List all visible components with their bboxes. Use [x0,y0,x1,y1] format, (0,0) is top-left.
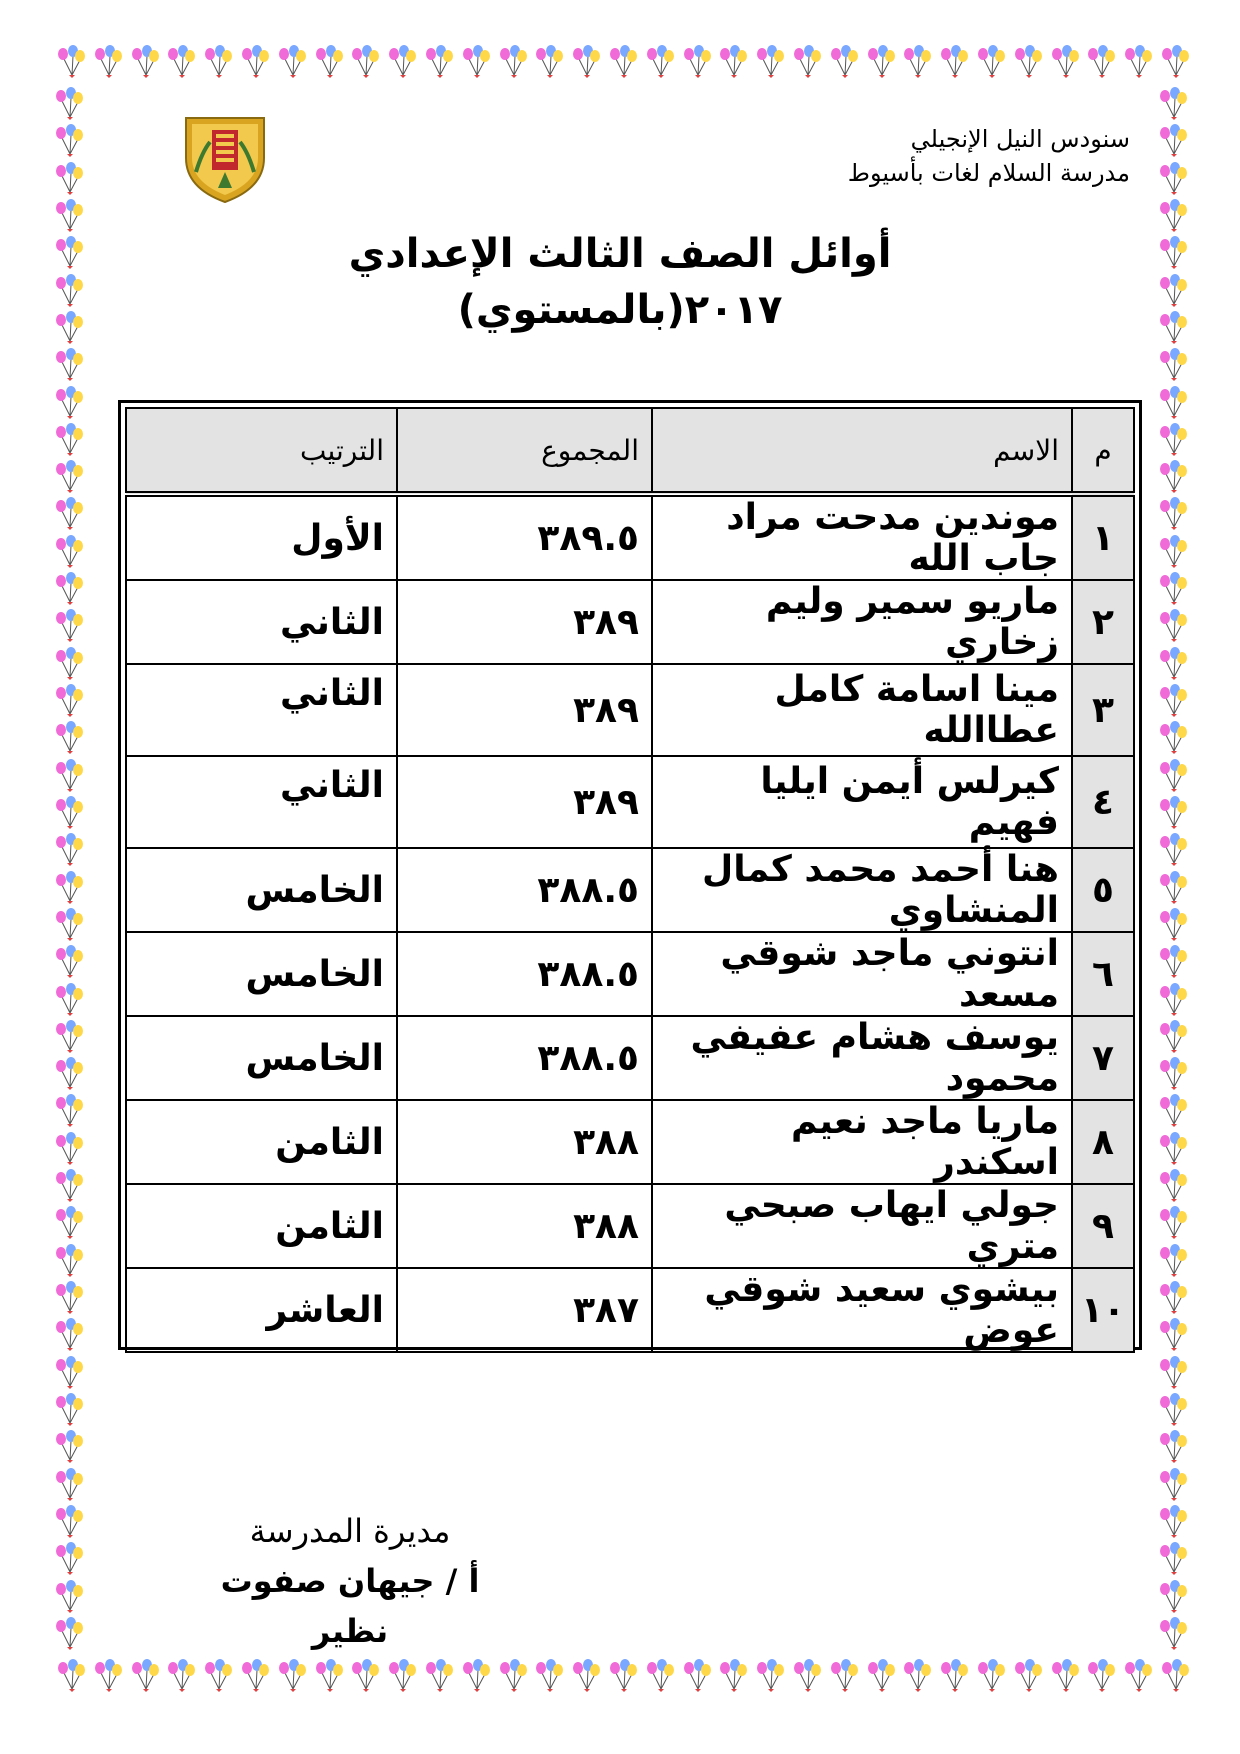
balloon-icon [50,1019,86,1055]
balloon-icon [494,44,530,80]
balloon-icon [50,459,86,495]
balloon-icon [1154,1467,1190,1503]
balloon-icon [1154,1243,1190,1279]
cell-rank: الثامن [126,1184,397,1268]
balloon-icon [1154,123,1190,159]
cell-rank: الأول [126,494,397,580]
cell-no: ٢ [1072,580,1134,664]
balloon-icon [714,1658,750,1694]
balloon-icon [1119,44,1155,80]
table-header-row [126,408,1134,494]
balloon-icon [1154,1019,1190,1055]
balloon-icon [1154,907,1190,943]
balloon-icon [1154,1093,1190,1129]
header-rank: الترتيب [126,408,397,494]
balloon-icon [162,44,198,80]
balloon-icon [1154,683,1190,719]
balloon-icon [236,1658,272,1694]
cell-rank: الثاني [126,756,397,848]
balloon-icon [50,1355,86,1391]
balloon-icon [1154,646,1190,682]
balloon-icon [50,758,86,794]
balloon-icon [1154,459,1190,495]
balloon-icon [50,944,86,980]
cell-name: موندين مدحت مراد جاب الله [652,494,1072,580]
balloon-icon [1156,1658,1192,1694]
balloon-icon [50,720,86,756]
balloon-icon [1082,44,1118,80]
header-no: م [1072,408,1134,494]
title-line-2: ٢٠١٧(بالمستوي) [457,287,783,333]
cell-total: ٣٨٨.٥ [397,1016,652,1100]
table-row [126,848,1134,932]
balloon-icon [567,44,603,80]
cell-total: ٣٨٩ [397,664,652,756]
cell-rank: الخامس [126,932,397,1016]
balloon-icon [457,44,493,80]
balloon-icon [1154,1056,1190,1092]
balloon-icon [50,123,86,159]
balloon-icon [457,1658,493,1694]
balloon-icon [50,1280,86,1316]
balloon-icon [50,422,86,458]
balloon-icon [50,907,86,943]
balloon-icon [50,1467,86,1503]
balloon-icon [530,44,566,80]
principal-role: مديرة المدرسة [249,1512,451,1550]
cell-no: ٨ [1072,1100,1134,1184]
page-title [0,226,1240,338]
balloon-icon [935,44,971,80]
cell-total: ٣٨٨.٥ [397,848,652,932]
balloon-icon [825,44,861,80]
balloon-icon [50,534,86,570]
balloon-icon [1154,1280,1190,1316]
balloon-icon [1154,1355,1190,1391]
balloon-icon [1154,422,1190,458]
cell-no: ٣ [1072,664,1134,756]
balloon-icon [310,1658,346,1694]
balloon-icon [52,44,88,80]
cell-rank: العاشر [126,1268,397,1352]
cell-total: ٣٨٩ [397,756,652,848]
balloon-icon [420,44,456,80]
balloon-icon [935,1658,971,1694]
cell-rank: الخامس [126,848,397,932]
balloon-icon [199,44,235,80]
balloon-icon [236,44,272,80]
balloon-icon [89,44,125,80]
balloon-icon [1154,496,1190,532]
table-row [126,932,1134,1016]
balloon-icon [530,1658,566,1694]
balloon-icon [50,1131,86,1167]
balloon-icon [1154,1317,1190,1353]
balloon-icon [126,44,162,80]
balloon-icon [1009,1658,1045,1694]
org-line-2: مدرسة السلام لغات بأسيوط [847,159,1130,187]
balloon-icon [972,1658,1008,1694]
balloon-icon [1156,44,1192,80]
balloon-icon [1154,347,1190,383]
balloon-icon [50,1093,86,1129]
org-line-1: سنودس النيل الإنجيلي [910,125,1130,153]
cell-rank: الخامس [126,1016,397,1100]
balloon-icon [50,683,86,719]
balloon-icon [898,1658,934,1694]
balloon-icon [1154,571,1190,607]
balloon-icon [1154,385,1190,421]
balloon-icon [1154,86,1190,122]
header-name: الاسم [652,408,1072,494]
cell-total: ٣٨٨ [397,1184,652,1268]
balloon-icon [346,44,382,80]
balloon-icon [346,1658,382,1694]
balloon-icon [50,161,86,197]
balloon-icon [50,571,86,607]
balloon-icon [641,44,677,80]
balloon-icon [788,44,824,80]
balloon-icon [50,1504,86,1540]
balloon-icon [678,1658,714,1694]
balloon-icon [50,1541,86,1577]
balloon-icon [162,1658,198,1694]
school-shield-logo [182,112,268,204]
table-row [126,580,1134,664]
balloon-icon [50,832,86,868]
balloon-icon [1154,1131,1190,1167]
cell-no: ١ [1072,494,1134,580]
balloon-icon [50,982,86,1018]
balloon-icon [1154,1504,1190,1540]
balloon-icon [788,1658,824,1694]
balloon-icon [420,1658,456,1694]
balloon-icon [678,44,714,80]
honor-table [125,407,1135,1353]
balloon-icon [50,870,86,906]
table-row [126,1100,1134,1184]
balloon-icon [50,1429,86,1465]
balloon-icon [972,44,1008,80]
cell-no: ٦ [1072,932,1134,1016]
balloon-icon [50,1205,86,1241]
balloon-icon [126,1658,162,1694]
balloon-icon [1154,870,1190,906]
balloon-icon [1154,1429,1190,1465]
cell-no: ٧ [1072,1016,1134,1100]
balloon-icon [1154,832,1190,868]
cell-total: ٣٨٩ [397,580,652,664]
balloon-icon [383,44,419,80]
cell-name: يوسف هشام عفيفي محمود [652,1016,1072,1100]
balloon-icon [50,1056,86,1092]
cell-name: مينا اسامة كامل عطاالله [652,664,1072,756]
header-total: المجموع [397,408,652,494]
cell-total: ٣٨٩.٥ [397,494,652,580]
balloon-icon [1154,795,1190,831]
balloon-icon [1154,534,1190,570]
balloon-icon [641,1658,677,1694]
balloon-icon [50,1168,86,1204]
cell-no: ٥ [1072,848,1134,932]
honor-table-frame [118,400,1142,1350]
balloon-icon [1154,758,1190,794]
balloon-icon [1154,944,1190,980]
cell-name: بيشوي سعيد شوقي عوض [652,1268,1072,1352]
balloon-icon [1154,608,1190,644]
table-row [126,1016,1134,1100]
table-row [126,494,1134,580]
cell-rank: الثاني [126,580,397,664]
balloon-icon [862,1658,898,1694]
balloon-border-top [52,44,1192,80]
balloon-icon [273,44,309,80]
balloon-icon [604,44,640,80]
balloon-icon [1009,44,1045,80]
title-line-1: أوائل الصف الثالث الإعدادي [348,231,892,277]
balloon-icon [751,1658,787,1694]
principal-signature-block [180,1506,520,1656]
balloon-icon [50,646,86,682]
balloon-icon [1154,1168,1190,1204]
balloon-icon [898,44,934,80]
balloon-icon [89,1658,125,1694]
balloon-icon [50,1243,86,1279]
cell-name: ماريا ماجد نعيم اسكندر [652,1100,1072,1184]
balloon-icon [862,44,898,80]
balloon-icon [383,1658,419,1694]
balloon-icon [1154,161,1190,197]
table-row [126,664,1134,756]
cell-name: ماريو سمير وليم زخاري [652,580,1072,664]
balloon-icon [50,496,86,532]
cell-no: ٩ [1072,1184,1134,1268]
balloon-icon [1154,1579,1190,1615]
balloon-icon [273,1658,309,1694]
balloon-icon [714,44,750,80]
balloon-icon [1119,1658,1155,1694]
balloon-icon [1154,1616,1190,1652]
balloon-icon [50,608,86,644]
balloon-icon [1082,1658,1118,1694]
cell-total: ٣٨٧ [397,1268,652,1352]
balloon-icon [825,1658,861,1694]
balloon-icon [1154,982,1190,1018]
cell-rank: الثاني [126,664,397,756]
balloon-icon [1154,1205,1190,1241]
balloon-icon [50,1579,86,1615]
balloon-icon [50,1392,86,1428]
cell-total: ٣٨٨.٥ [397,932,652,1016]
balloon-icon [50,1317,86,1353]
balloon-icon [1046,44,1082,80]
balloon-icon [310,44,346,80]
principal-name: أ / جيهان صفوت نظير [220,1562,480,1650]
table-row [126,756,1134,848]
balloon-icon [1046,1658,1082,1694]
cell-no: ٤ [1072,756,1134,848]
balloon-icon [494,1658,530,1694]
cell-no: ١٠ [1072,1268,1134,1352]
balloon-icon [50,86,86,122]
balloon-icon [1154,720,1190,756]
cell-name: هنا أحمد محمد كمال المنشاوي [652,848,1072,932]
balloon-icon [50,795,86,831]
balloon-icon [50,347,86,383]
balloon-icon [1154,1541,1190,1577]
balloon-icon [604,1658,640,1694]
balloon-icon [50,1616,86,1652]
balloon-icon [751,44,787,80]
balloon-icon [199,1658,235,1694]
balloon-border-bottom [52,1658,1192,1694]
table-row [126,1268,1134,1352]
cell-name: كيرلس أيمن ايليا فهيم [652,756,1072,848]
cell-rank: الثامن [126,1100,397,1184]
cell-name: انتوني ماجد شوقي مسعد [652,932,1072,1016]
balloon-icon [567,1658,603,1694]
table-row [126,1184,1134,1268]
balloon-icon [50,385,86,421]
balloon-icon [52,1658,88,1694]
cell-total: ٣٨٨ [397,1100,652,1184]
balloon-icon [1154,1392,1190,1428]
organization-header [848,122,1130,190]
cell-name: جولي ايهاب صبحي متري [652,1184,1072,1268]
